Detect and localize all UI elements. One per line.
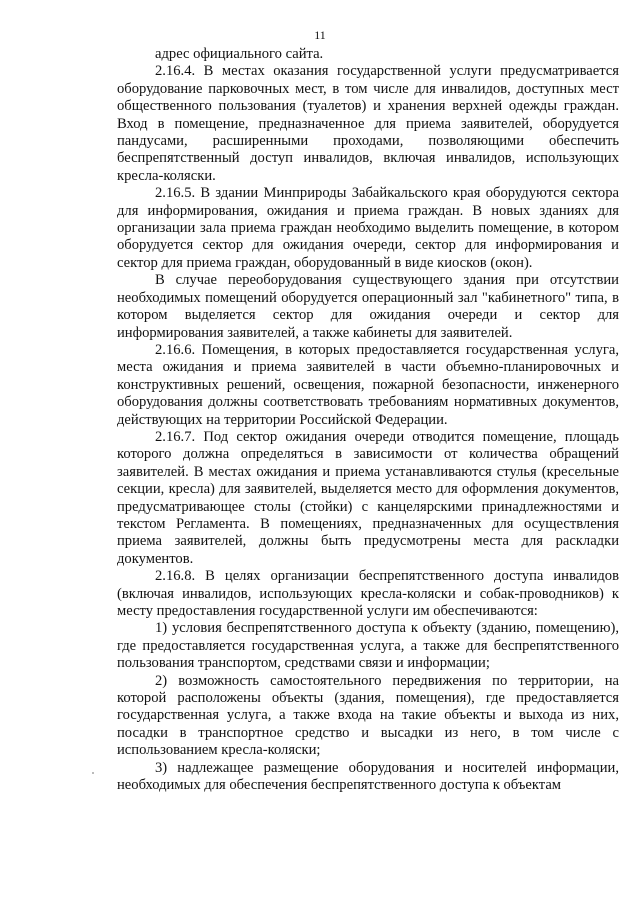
paragraph-site-address: адрес официального сайта.	[155, 46, 324, 62]
paragraph-2-16-5: 2.16.5. В здании Минприроды Забайкальского края оборудуются сектора для информирования, ожидания и приема граждан. В новых зданиях для организации зала приема граждан необходимо выделить помещение, в котором оборудуется сектор для ожидания очереди, сектор для информирования и сектор для приема граждан, оборудованный в виде киосков (окон).	[117, 185, 619, 271]
paragraph-2-16-8: 2.16.8. В целях организации беспрепятственного доступа инвалидов (включая инвалидов, использующих кресла-коляски и собак-проводников) к месту предоставления государственной услуги им обеспечиваются:	[117, 568, 619, 619]
list-item-1: 1) условия беспрепятственного доступа к объекту (зданию, помещению), где предоставляется государственная услуга, а также для беспрепятственного пользования транспортом, средствами связи и информации;	[117, 620, 619, 672]
page-number: 11	[314, 28, 326, 42]
list-item-2: 2) возможность самостоятельного передвижения по территории, на которой расположены объекты (здания, помещения), где предоставляется государственная услуга, а также входа на такие объекты и выхода из них, посадки в транспортное средство и высадки из него, в том числе с использованием кресла-коляски;	[117, 672, 619, 759]
paragraph-2-16-7: 2.16.7. Под сектор ожидания очереди отводится помещение, площадь которого должна определяться в зависимости от количества обращений заявителей. В местах ожидания и приема устанавливаются стулья (кресельные секции, кресла) для заявителей, выделяется место для оформления документов, предусматривающее столы (стойки) с канцелярскими принадлежностями и текстом Регламента. В помещениях, предназначенных для осуществления приема заявителей, должны быть предусмотрены места для раскладки документов.	[117, 428, 619, 567]
scan-speck	[92, 772, 94, 774]
document-body	[117, 46, 619, 794]
list-item-3: 3) надлежащее размещение оборудования и носителей информации, необходимых для обеспечения беспрепятственного доступа к объектам	[117, 759, 619, 794]
paragraph-reequipment: В случае переоборудования существующего здания при отсутствии необходимых помещений оборудуется операционный зал "кабинетного" типа, в котором выделяется сектор для ожидания очереди и сектор для информирования заявителей, а также кабинеты для заявителей.	[117, 272, 619, 341]
paragraph-2-16-6: 2.16.6. Помещения, в которых предоставляется государственная услуга, места ожидания и приема заявителей в части объемно-планировочных и конструктивных решений, освещения, пожарной безопасности, инженерного оборудования должны соответствовать требованиям нормативных документов, действующих на территории Российской Федерации.	[117, 341, 619, 428]
paragraph-2-16-4: 2.16.4. В местах оказания государственной услуги предусматривается оборудование парковочных мест, в том числе для инвалидов, доступных мест общественного пользования (туалетов) и хранения верхней одежды граждан. Вход в помещение, предназначенное для приема заявителей, оборудуется пандусами, расширенными проходами, позволяющими обеспечить беспрепятственный доступ инвалидов, включая инвалидов, использующих кресла-коляски.	[117, 63, 619, 184]
